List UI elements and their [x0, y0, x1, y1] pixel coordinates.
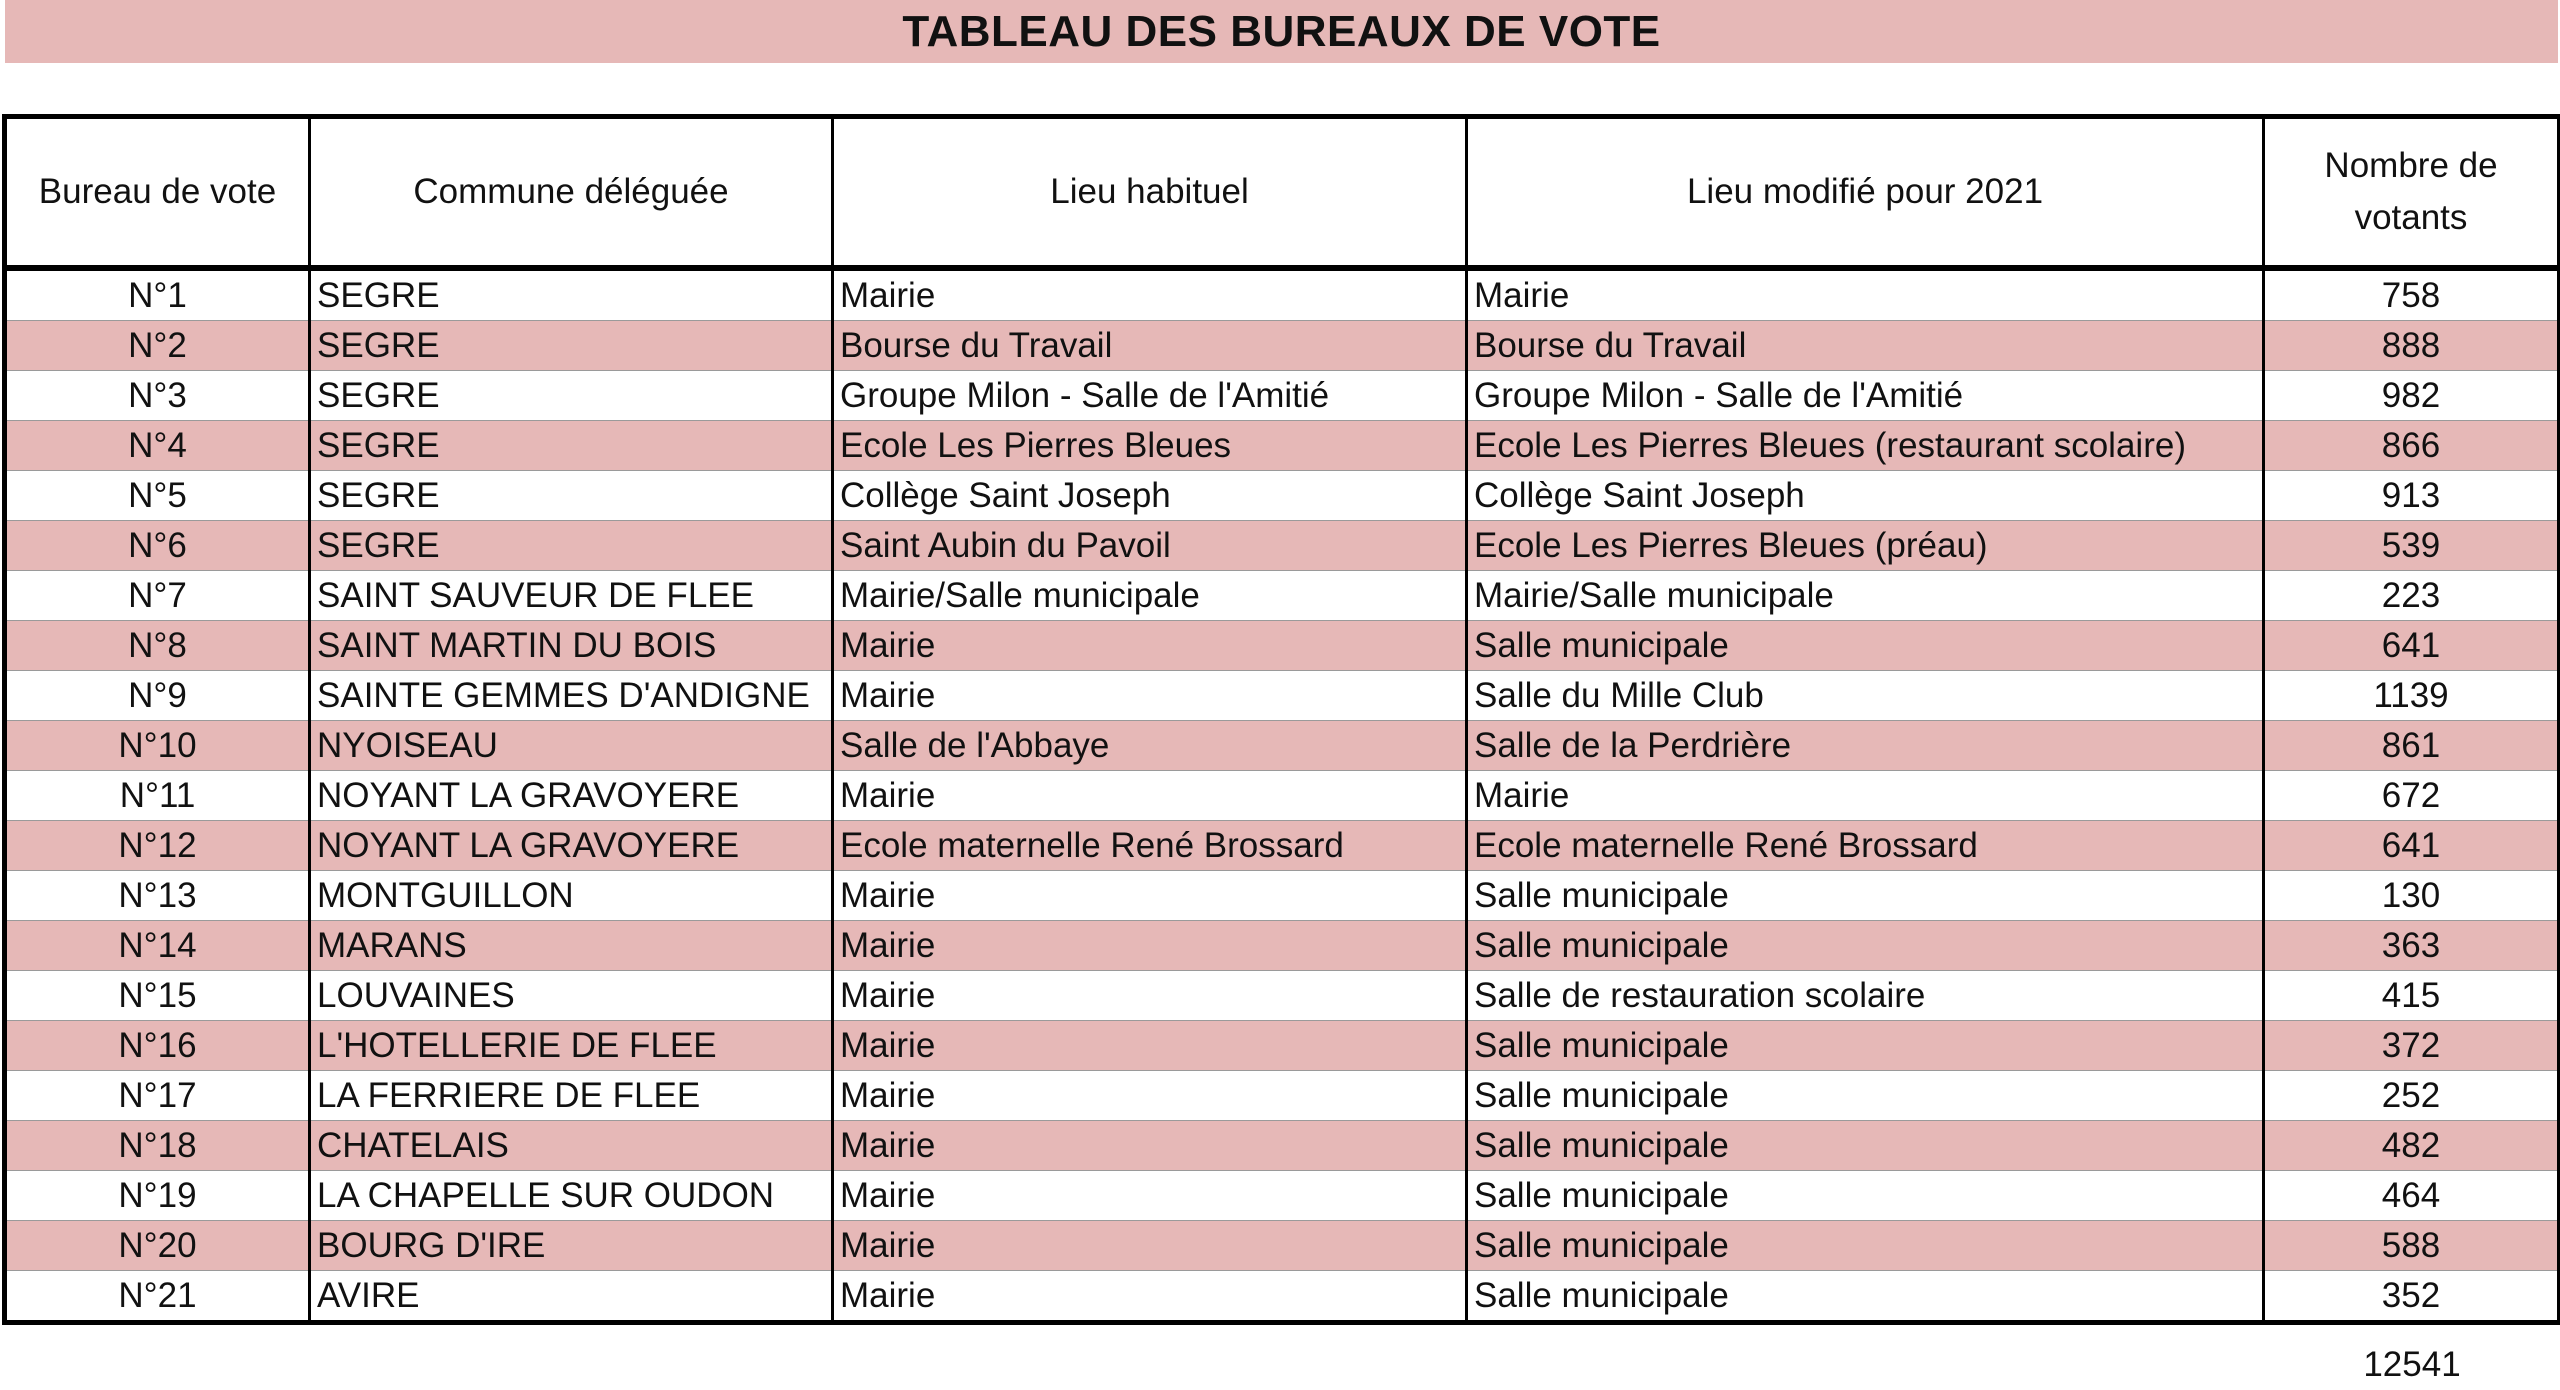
cell-bureau: N°10 — [5, 721, 310, 771]
cell-commune: AVIRE — [310, 1271, 833, 1323]
header-commune: Commune déléguée — [310, 117, 833, 269]
cell-bureau: N°3 — [5, 371, 310, 421]
cell-lieu-modifie: Salle municipale — [1467, 1221, 2264, 1271]
cell-bureau: N°18 — [5, 1121, 310, 1171]
cell-lieu-habituel: Mairie — [833, 1171, 1467, 1221]
cell-bureau: N°13 — [5, 871, 310, 921]
cell-votants: 363 — [2264, 921, 2560, 971]
cell-bureau: N°17 — [5, 1071, 310, 1121]
cell-votants: 982 — [2264, 371, 2560, 421]
cell-commune: SAINTE GEMMES D'ANDIGNE — [310, 671, 833, 721]
cell-bureau: N°14 — [5, 921, 310, 971]
cell-lieu-habituel: Mairie — [833, 1121, 1467, 1171]
cell-commune: SEGRE — [310, 521, 833, 571]
cell-lieu-habituel: Mairie — [833, 1271, 1467, 1323]
table-row — [5, 1221, 2560, 1271]
cell-bureau: N°4 — [5, 421, 310, 471]
cell-lieu-modifie: Salle municipale — [1467, 1021, 2264, 1071]
cell-votants: 588 — [2264, 1221, 2560, 1271]
header-lieu-habituel: Lieu habituel — [833, 117, 1467, 269]
table-row — [5, 521, 2560, 571]
cell-lieu-modifie: Salle municipale — [1467, 621, 2264, 671]
cell-lieu-habituel: Mairie — [833, 1071, 1467, 1121]
cell-votants: 913 — [2264, 471, 2560, 521]
cell-commune: SAINT MARTIN DU BOIS — [310, 621, 833, 671]
table-row — [5, 671, 2560, 721]
cell-lieu-habituel: Bourse du Travail — [833, 321, 1467, 371]
cell-bureau: N°19 — [5, 1171, 310, 1221]
table-row — [5, 421, 2560, 471]
table-row — [5, 821, 2560, 871]
page-title: TABLEAU DES BUREAUX DE VOTE — [902, 6, 1661, 56]
cell-commune: CHATELAIS — [310, 1121, 833, 1171]
cell-commune: SEGRE — [310, 371, 833, 421]
cell-votants: 464 — [2264, 1171, 2560, 1221]
cell-lieu-habituel: Saint Aubin du Pavoil — [833, 521, 1467, 571]
cell-lieu-modifie: Salle de la Perdrière — [1467, 721, 2264, 771]
cell-bureau: N°5 — [5, 471, 310, 521]
cell-bureau: N°6 — [5, 521, 310, 571]
cell-bureau: N°2 — [5, 321, 310, 371]
cell-bureau: N°8 — [5, 621, 310, 671]
cell-lieu-modifie: Collège Saint Joseph — [1467, 471, 2264, 521]
cell-commune: BOURG D'IRE — [310, 1221, 833, 1271]
table-row — [5, 721, 2560, 771]
cell-votants: 1139 — [2264, 671, 2560, 721]
cell-commune: LA FERRIERE DE FLEE — [310, 1071, 833, 1121]
table-row — [5, 771, 2560, 821]
cell-lieu-habituel: Groupe Milon - Salle de l'Amitié — [833, 371, 1467, 421]
cell-lieu-habituel: Mairie — [833, 771, 1467, 821]
table-row — [5, 921, 2560, 971]
total-votants: 12541 — [2363, 1345, 2461, 1384]
header-votants-line1: Nombre de — [2324, 146, 2498, 185]
cell-votants: 641 — [2264, 621, 2560, 671]
cell-lieu-modifie: Mairie — [1467, 268, 2264, 321]
table-row — [5, 1121, 2560, 1171]
table-row — [5, 1071, 2560, 1121]
cell-votants: 539 — [2264, 521, 2560, 571]
cell-votants: 866 — [2264, 421, 2560, 471]
cell-commune: LA CHAPELLE SUR OUDON — [310, 1171, 833, 1221]
cell-commune: SAINT SAUVEUR DE FLEE — [310, 571, 833, 621]
cell-lieu-modifie: Salle municipale — [1467, 921, 2264, 971]
cell-lieu-modifie: Salle de restauration scolaire — [1467, 971, 2264, 1021]
cell-bureau: N°16 — [5, 1021, 310, 1071]
cell-commune: NYOISEAU — [310, 721, 833, 771]
header-lieu-modifie: Lieu modifié pour 2021 — [1467, 117, 2264, 269]
cell-commune: SEGRE — [310, 421, 833, 471]
cell-votants: 861 — [2264, 721, 2560, 771]
cell-lieu-modifie: Ecole Les Pierres Bleues (restaurant scolaire) — [1467, 421, 2264, 471]
cell-votants: 223 — [2264, 571, 2560, 621]
cell-lieu-modifie: Salle municipale — [1467, 1171, 2264, 1221]
cell-bureau: N°7 — [5, 571, 310, 621]
cell-lieu-modifie: Ecole maternelle René Brossard — [1467, 821, 2264, 871]
table-row — [5, 371, 2560, 421]
cell-bureau: N°11 — [5, 771, 310, 821]
cell-lieu-habituel: Mairie — [833, 921, 1467, 971]
cell-bureau: N°15 — [5, 971, 310, 1021]
table-row — [5, 621, 2560, 671]
table-row — [5, 321, 2560, 371]
cell-commune: SEGRE — [310, 268, 833, 321]
table-row — [5, 1021, 2560, 1071]
cell-bureau: N°21 — [118, 1276, 197, 1315]
cell-lieu-modifie: Groupe Milon - Salle de l'Amitié — [1467, 371, 2264, 421]
table-row — [5, 871, 2560, 921]
cell-lieu-modifie: Salle municipale — [1467, 1121, 2264, 1171]
cell-lieu-modifie: Mairie — [1467, 771, 2264, 821]
header-votants-line2: votants — [2354, 198, 2468, 237]
cell-bureau: N°12 — [5, 821, 310, 871]
cell-votants: 252 — [2264, 1071, 2560, 1121]
cell-lieu-habituel: Ecole maternelle René Brossard — [833, 821, 1467, 871]
cell-bureau: N°9 — [5, 671, 310, 721]
cell-commune: SEGRE — [310, 321, 833, 371]
cell-votants: 672 — [2264, 771, 2560, 821]
cell-lieu-modifie: Ecole Les Pierres Bleues (préau) — [1467, 521, 2264, 571]
cell-bureau: N°1 — [5, 268, 310, 321]
cell-commune: MONTGUILLON — [310, 871, 833, 921]
title-band — [5, 0, 2558, 63]
header-row — [5, 117, 2560, 269]
polling-stations-table — [2, 114, 2560, 1325]
cell-lieu-habituel: Mairie — [833, 621, 1467, 671]
cell-lieu-habituel: Collège Saint Joseph — [833, 471, 1467, 521]
table-row — [5, 971, 2560, 1021]
header-bureau: Bureau de vote — [5, 117, 310, 269]
cell-commune: MARANS — [310, 921, 833, 971]
cell-commune: LOUVAINES — [310, 971, 833, 1021]
cell-lieu-habituel: Salle de l'Abbaye — [833, 721, 1467, 771]
cell-commune: SEGRE — [310, 471, 833, 521]
header-votants — [2264, 117, 2560, 269]
cell-votants: 641 — [2264, 821, 2560, 871]
cell-votants: 888 — [2264, 321, 2560, 371]
table-row — [5, 571, 2560, 621]
cell-lieu-modifie: Salle municipale — [1467, 1271, 2264, 1323]
table-row — [5, 1271, 2560, 1323]
cell-lieu-habituel: Ecole Les Pierres Bleues — [833, 421, 1467, 471]
table-row — [5, 268, 2560, 321]
cell-votants: 352 — [2264, 1271, 2560, 1323]
cell-lieu-habituel: Mairie — [833, 268, 1467, 321]
cell-lieu-modifie: Salle du Mille Club — [1467, 671, 2264, 721]
table-row — [5, 471, 2560, 521]
table-row — [5, 1171, 2560, 1221]
cell-lieu-habituel: Mairie — [833, 971, 1467, 1021]
cell-votants: 372 — [2264, 1021, 2560, 1071]
cell-lieu-habituel: Mairie — [833, 871, 1467, 921]
cell-lieu-habituel: Mairie/Salle municipale — [833, 571, 1467, 621]
cell-lieu-habituel: Mairie — [833, 1021, 1467, 1071]
cell-commune: NOYANT LA GRAVOYERE — [310, 771, 833, 821]
cell-commune: L'HOTELLERIE DE FLEE — [310, 1021, 833, 1071]
cell-lieu-modifie: Mairie/Salle municipale — [1467, 571, 2264, 621]
cell-lieu-habituel: Mairie — [833, 671, 1467, 721]
cell-lieu-habituel: Mairie — [833, 1221, 1467, 1271]
cell-votants: 130 — [2264, 871, 2560, 921]
cell-votants: 482 — [2264, 1121, 2560, 1171]
cell-lieu-modifie: Salle municipale — [1467, 871, 2264, 921]
cell-votants: 758 — [2264, 268, 2560, 321]
cell-lieu-modifie: Salle municipale — [1467, 1071, 2264, 1121]
cell-commune: NOYANT LA GRAVOYERE — [310, 821, 833, 871]
cell-lieu-modifie: Bourse du Travail — [1467, 321, 2264, 371]
cell-votants: 415 — [2264, 971, 2560, 1021]
cell-bureau: N°20 — [5, 1221, 310, 1271]
